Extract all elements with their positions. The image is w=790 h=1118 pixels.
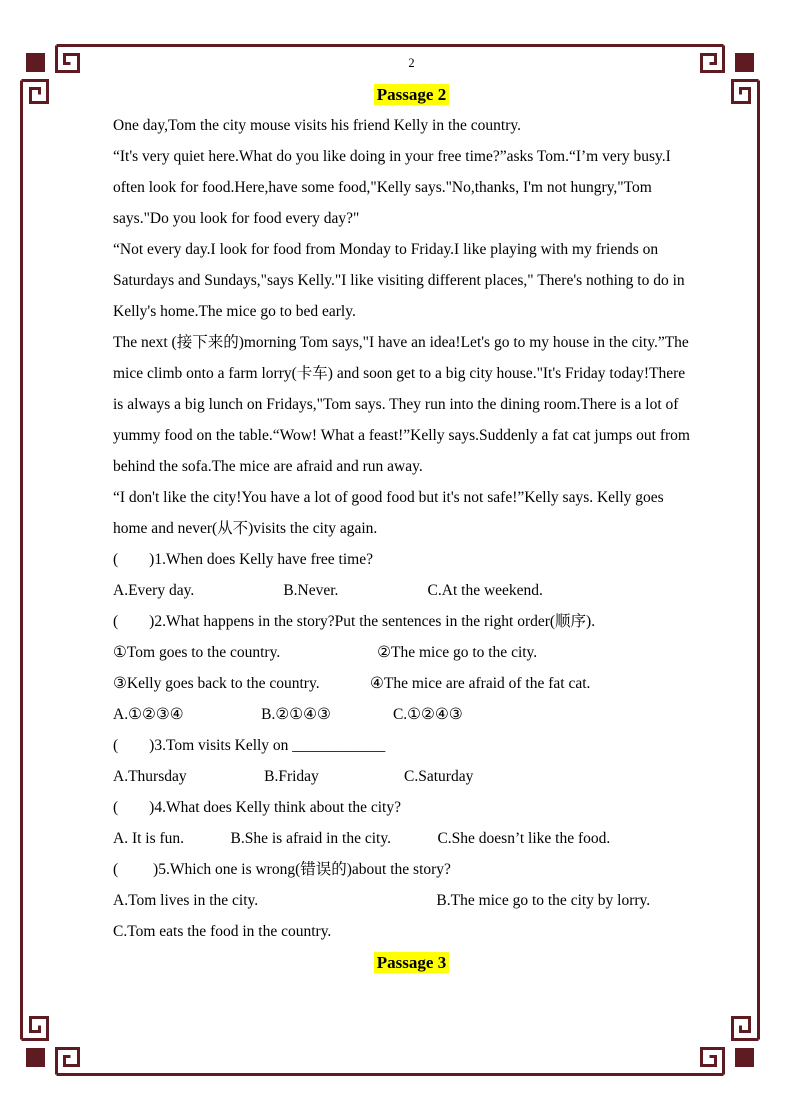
corner-square-bottom-left	[26, 1048, 45, 1067]
fret-bottom-left-b	[22, 1018, 48, 1040]
question-1-line: ( )1.When does Kelly have free time?	[113, 551, 373, 568]
question-2-sentences-line-1: ①Tom goes to the country. ②The mice go to the city.	[113, 644, 538, 661]
passage-line: is always a big lunch on Fridays,"Tom says. They run into the dining room.There is a lot of	[113, 396, 679, 413]
question-4-options-line: A. It is fun. B.She is afraid in the city. C.She doesn’t like the food.	[113, 830, 611, 847]
corner-square-top-left	[26, 53, 45, 72]
fret-top-left-b	[22, 81, 48, 103]
question-5-line: ( )5.Which one is wrong(错误的)about the story?	[113, 861, 451, 878]
passage-line: behind the sofa.The mice are afraid and run away.	[113, 458, 423, 475]
passage-line: “It's very quiet here.What do you like doing in your free time?”asks Tom.“I’m very busy.I	[113, 148, 671, 165]
fret-top-right-b	[733, 81, 759, 103]
question-2-sentences-line-2: ③Kelly goes back to the country. ④The mice are afraid of the fat cat.	[113, 675, 591, 692]
passage-line: mice climb onto a farm lorry(卡车) and soon get to a big city house."It's Friday today!There	[113, 365, 686, 382]
question-2-line: ( )2.What happens in the story?Put the sentences in the right order(顺序).	[113, 613, 596, 630]
passage-line: says."Do you look for food every day?"	[113, 210, 360, 227]
document-body	[113, 110, 733, 947]
passage-3-label: Passage 3	[374, 952, 449, 973]
passage-line: Saturdays and Sundays,"says Kelly."I like visiting different places," There's nothing to do in	[113, 272, 685, 289]
passage-2-heading	[113, 79, 710, 110]
passage-line: Kelly's home.The mice go to bed early.	[113, 303, 356, 320]
passage-line: home and never(从不)visits the city again.	[113, 520, 378, 537]
passage-line: “Not every day.I look for food from Monday to Friday.I like playing with my friends on	[113, 241, 659, 258]
passage-line: “I don't like the city!You have a lot of good food but it's not safe!”Kelly says. Kelly goes	[113, 489, 664, 506]
passage-line: yummy food on the table.“Wow! What a feast!”Kelly says.Suddenly a fat cat jumps out from	[113, 427, 690, 444]
corner-square-bottom-right	[735, 1048, 754, 1067]
question-2-options-line: A.①②③④ B.②①④③ C.①②④③	[113, 706, 463, 723]
passage-line: The next (接下来的)morning Tom says,"I have an idea!Let's go to my house in the city.”The	[113, 334, 689, 351]
passage-2-label: Passage 2	[374, 84, 449, 105]
question-4-line: ( )4.What does Kelly think about the city?	[113, 799, 401, 816]
passage-3-heading	[113, 947, 710, 978]
question-3-line: ( )3.Tom visits Kelly on ____________	[113, 737, 386, 754]
passage-line: often look for food.Here,have some food,"Kelly says."No,thanks, I'm not hungry,"Tom	[113, 179, 652, 196]
question-5-options-line-2: C.Tom eats the food in the country.	[113, 923, 332, 940]
question-3-options-line: A.Thursday B.Friday C.Saturday	[113, 768, 474, 785]
page-number: 2	[408, 56, 415, 70]
question-1-options-line: A.Every day. B.Never. C.At the weekend.	[113, 582, 543, 599]
corner-square-top-right	[735, 53, 754, 72]
fret-bottom-right-b	[733, 1018, 759, 1040]
fret-bottom-left-a	[57, 1049, 79, 1075]
question-5-options-line-1: A.Tom lives in the city. B.The mice go to the city by lorry.	[113, 892, 651, 909]
fret-bottom-right-a	[702, 1049, 724, 1075]
fret-top-left-a	[57, 46, 79, 72]
passage-line: One day,Tom the city mouse visits his friend Kelly in the country.	[113, 117, 522, 134]
